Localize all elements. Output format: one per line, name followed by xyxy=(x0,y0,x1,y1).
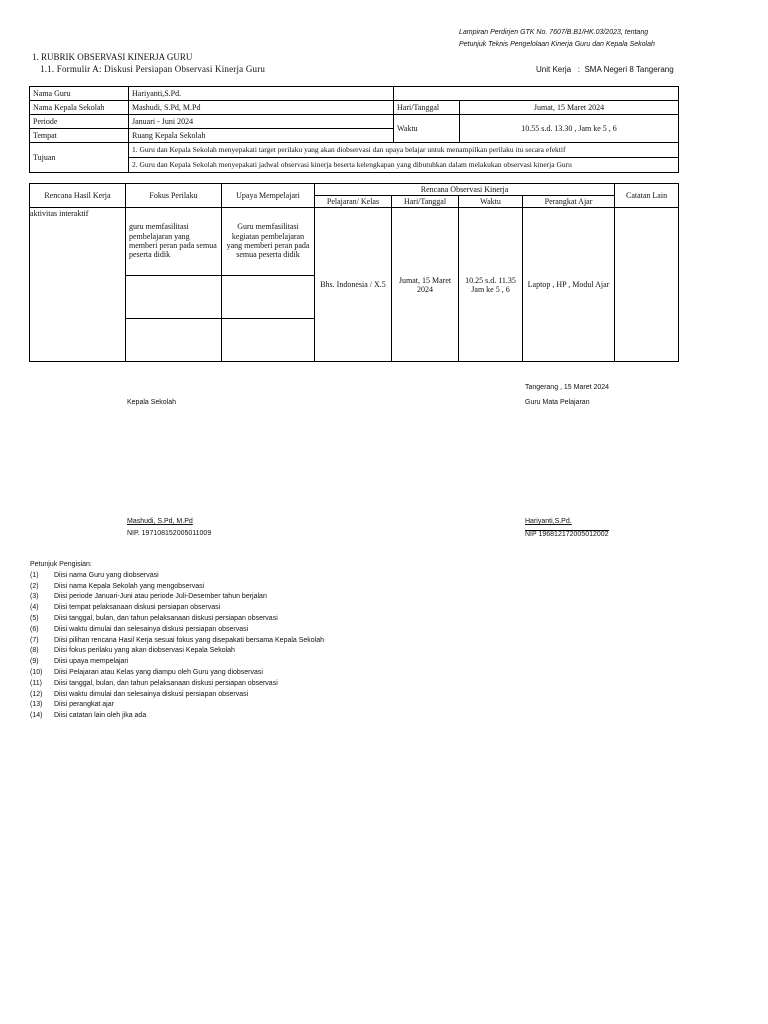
regulation-note-line1: Lampiran Perdirjen GTK No. 7607/B.B1/HK.03/2023, tentang xyxy=(459,29,649,36)
periode-label: Periode xyxy=(30,115,129,129)
guide-item xyxy=(30,711,530,722)
guide-item xyxy=(30,636,530,647)
header-rencana-hasil: Rencana Hasil Kerja xyxy=(30,184,126,208)
header-catatan-lain: Catatan Lain xyxy=(615,184,679,208)
guide-item-number: (8) xyxy=(30,647,39,655)
tujuan-label: Tujuan xyxy=(30,143,129,173)
form-subtitle: 1.1. Formulir A: Diskusi Persiapan Observasi Kinerja Guru xyxy=(40,64,266,74)
rencana-hasil-value: aktivitas interaktif xyxy=(30,208,126,362)
info-table xyxy=(29,86,679,173)
periode-value: Januari - Juni 2024 xyxy=(129,115,394,129)
guide-item-number: (3) xyxy=(30,593,39,601)
waktu-label: Waktu xyxy=(394,115,460,143)
header-rencana-observasi: Rencana Observasi Kinerja xyxy=(315,184,615,196)
guide-item-text: Diisi waktu dimulai dan selesainya diskusi persiapan observasi xyxy=(54,690,249,698)
guide-item xyxy=(30,668,530,679)
pelajaran-kelas-value: Bhs. Indonesia / X.5 xyxy=(315,208,392,362)
guide-item-text: Diisi nama Kepala Sekolah yang mengobservasi xyxy=(54,582,205,590)
guide-item xyxy=(30,571,530,582)
kepala-sekolah-value: Mashudi, S.Pd, M.Pd xyxy=(129,101,394,115)
upaya-mempelajari-value: Guru memfasilitasi kegiatan pembelajaran yang memberi peran pada semua peserta didik xyxy=(222,208,315,276)
guide-item-text: Diisi nama Guru yang diobservasi xyxy=(54,571,159,579)
guide-item-text: Diisi fokus perilaku yang akan diobservasi Kepala Sekolah xyxy=(54,647,235,655)
guru-nip: NIP 196812172005012002 xyxy=(525,531,609,538)
header-perangkat-ajar: Perangkat Ajar xyxy=(523,196,615,208)
guide-list xyxy=(30,571,530,722)
guide-item xyxy=(30,690,530,701)
header-hari-tanggal: Hari/Tanggal xyxy=(392,196,459,208)
place-date: Tangerang , 15 Maret 2024 xyxy=(525,384,610,391)
guide-item-text: Diisi periode Januari-Juni atau periode Juli-Desember tahun berjalan xyxy=(54,593,267,601)
guide-item xyxy=(30,700,530,711)
guide-item-number: (12) xyxy=(30,690,43,698)
page-title: 1. RUBRIK OBSERVASI KINERJA GURU xyxy=(32,52,193,62)
guide-item-text: Diisi tanggal, bulan, dan tahun pelaksanaan diskusi persiapan observasi xyxy=(54,679,278,687)
guide-item xyxy=(30,582,530,593)
header-waktu: Waktu xyxy=(459,196,523,208)
guide-item-text: Diisi Pelajaran atau Kelas yang diampu oleh Guru yang diobservasi xyxy=(54,668,263,676)
waktu-value: 10.55 s.d. 13.30 , Jam ke 5 , 6 xyxy=(460,115,679,143)
guide-item xyxy=(30,603,530,614)
guide-item-number: (14) xyxy=(30,712,43,720)
guide-item xyxy=(30,657,530,668)
header-pelajaran-kelas: Pelajaran/ Kelas xyxy=(315,196,392,208)
empty-cell xyxy=(222,276,315,319)
guide-item-number: (6) xyxy=(30,625,39,633)
guru-role: Guru Mata Pelajaran xyxy=(525,399,590,406)
guide-item-number: (2) xyxy=(30,582,39,590)
guide-item-text: Diisi upaya mempelajari xyxy=(54,658,129,666)
fokus-perilaku-value: guru memfasilitasi pembelajaran yang memberi peran pada semua peserta didik xyxy=(126,208,222,276)
guide-item xyxy=(30,646,530,657)
nama-guru-label: Nama Guru xyxy=(30,87,129,101)
unit-kerja: Unit Kerja : SMA Negeri 8 Tangerang xyxy=(536,65,674,74)
catatan-lain-value xyxy=(615,208,679,362)
empty-cell xyxy=(222,319,315,362)
guide-item xyxy=(30,592,530,603)
empty-cell xyxy=(126,319,222,362)
guide-item-number: (4) xyxy=(30,604,39,612)
hari-tanggal-label: Hari/Tanggal xyxy=(394,101,460,115)
guide-item-text: Diisi pilihan rencana Hasil Kerja sesuai fokus yang disepakati bersama Kepala Sekolah xyxy=(54,636,325,644)
guide-item-number: (10) xyxy=(30,668,43,676)
waktu-value: 10.25 s.d. 11.35 Jam ke 5 , 6 xyxy=(459,208,523,362)
tempat-value: Ruang Kepala Sekolah xyxy=(129,129,394,143)
guide-item xyxy=(30,625,530,636)
kepala-sekolah-role: Kepala Sekolah xyxy=(127,399,177,406)
kepala-sekolah-name: Mashudi, S.Pd, M.Pd xyxy=(127,518,193,525)
guide-item-number: (9) xyxy=(30,658,39,666)
filling-guide xyxy=(30,560,530,722)
guide-item-text: Diisi catatan lain oleh jika ada xyxy=(54,712,147,720)
guide-item xyxy=(30,614,530,625)
plan-table xyxy=(29,183,679,362)
empty-cell xyxy=(126,276,222,319)
header-fokus-perilaku: Fokus Perilaku xyxy=(126,184,222,208)
header-upaya-mempelajari: Upaya Mempelajari xyxy=(222,184,315,208)
guide-item-number: (13) xyxy=(30,701,43,709)
tujuan-item-2: 2. Guru dan Kepala Sekolah menyepakati jadwal observasi kinerja beserta kelengkapan yang dibutuhkan dalam melakukan observasi kinerja Guru xyxy=(129,158,679,173)
guide-item-number: (1) xyxy=(30,571,39,579)
hari-tanggal-value: Jumat, 15 Maret 2024 xyxy=(460,101,679,115)
kepala-sekolah-label: Nama Kepala Sekolah xyxy=(30,101,129,115)
empty-cell xyxy=(394,87,679,101)
guide-item-number: (11) xyxy=(30,679,42,687)
guide-item-number: (7) xyxy=(30,636,39,644)
tempat-label: Tempat xyxy=(30,129,129,143)
guide-item-text: Diisi perangkat ajar xyxy=(54,701,114,709)
kepala-sekolah-nip: NIP. 197108152005011009 xyxy=(127,530,212,537)
guide-item xyxy=(30,679,530,690)
guide-item-text: Diisi tanggal, bulan, dan tahun pelaksanaan diskusi persiapan observasi xyxy=(54,614,278,622)
hari-tanggal-value: Jumat, 15 Maret 2024 xyxy=(392,208,459,362)
regulation-note-line2: Petunjuk Teknis Pengelolaan Kinerja Guru dan Kepala Sekolah xyxy=(459,41,655,48)
nama-guru-value: Hariyanti,S.Pd. xyxy=(129,87,394,101)
guide-item-text: Diisi waktu dimulai dan selesainya diskusi persiapan observasi xyxy=(54,625,249,633)
guide-item-number: (5) xyxy=(30,614,39,622)
guide-item-text: Diisi tempat pelaksanaan diskusi persiapan observasi xyxy=(54,604,221,612)
guru-name: Hariyanti,S.Pd. xyxy=(525,518,572,525)
tujuan-item-1: 1. Guru dan Kepala Sekolah menyepakati target perilaku yang akan diobservasi dan upaya belajar untuk menampilkan perilaku itu secara efektif xyxy=(129,143,679,158)
guide-title: Petunjuk Pengisian: xyxy=(30,561,92,568)
perangkat-ajar-value: Laptop , HP , Modul Ajar xyxy=(523,208,615,362)
